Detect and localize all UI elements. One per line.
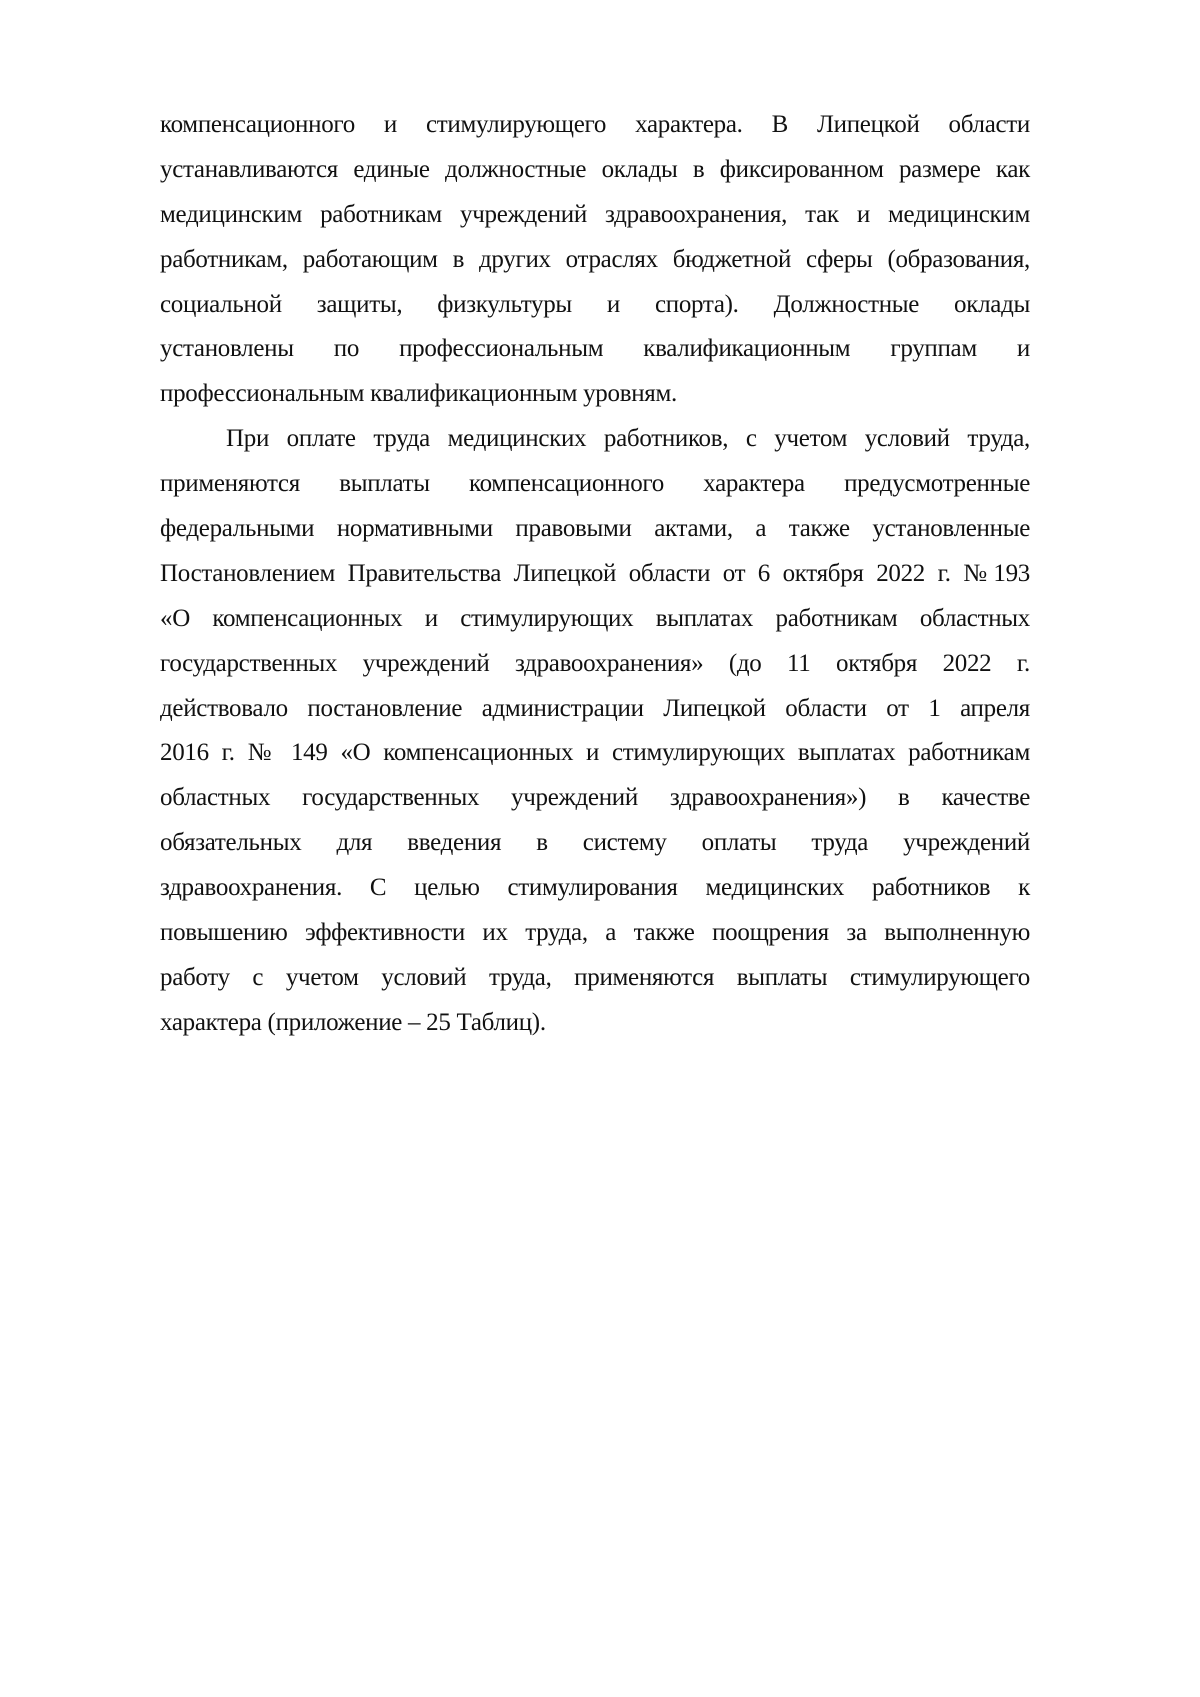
- text-line: медицинским работникам учреждений здравоохранения, так и медицинским: [160, 200, 1030, 228]
- text-line: характера (приложение – 25 Таблиц).: [160, 1008, 546, 1036]
- text-line: «О компенсационных и стимулирующих выплатах работникам областных: [160, 604, 1030, 632]
- text-line: применяются выплаты компенсационного характера предусмотренные: [160, 470, 1030, 498]
- text-line: компенсационного и стимулирующего характера. В Липецкой области: [160, 111, 1030, 138]
- text-line: областных государственных учреждений здравоохранения») в качестве: [160, 784, 1030, 812]
- text-line: обязательных для введения в систему оплаты труда учреждений: [160, 829, 1030, 857]
- text-line: 2016 г. № 149 «О компенсационных и стимулирующих выплатах работникам: [160, 739, 1030, 767]
- text-line: установлены по профессиональным квалификационным группам и: [160, 335, 1030, 363]
- text-line: здравоохранения. С целью стимулирования медицинских работников к: [160, 874, 1030, 902]
- text-line: Постановлением Правительства Липецкой области от 6 октября 2022 г. №193: [160, 559, 1030, 587]
- text-line: профессиональным квалификационным уровням.: [160, 380, 677, 408]
- text-line: действовало постановление администрации Липецкой области от 1 апреля: [160, 694, 1030, 722]
- text-line: государственных учреждений здравоохранения» (до 11 октября 2022 г.: [160, 649, 1030, 677]
- text-line: социальной защиты, физкультуры и спорта). Должностные оклады: [160, 290, 1030, 318]
- text-line: федеральными нормативными правовыми актами, а также установленные: [160, 515, 1030, 543]
- text-line: устанавливаются единые должностные оклады в фиксированном размере как: [160, 155, 1030, 183]
- text-line: работу с учетом условий труда, применяются выплаты стимулирующего: [160, 963, 1030, 991]
- paragraph: [160, 106, 1030, 420]
- text-line: При оплате труда медицинских работников, с учетом условий труда,: [226, 425, 1030, 453]
- text-line: работникам, работающим в других отраслях бюджетной сферы (образования,: [160, 245, 1030, 273]
- text-line: повышению эффективности их труда, а также поощрения за выполненную: [160, 919, 1030, 947]
- paragraph: [160, 420, 1030, 1048]
- document-page: [160, 106, 1030, 1049]
